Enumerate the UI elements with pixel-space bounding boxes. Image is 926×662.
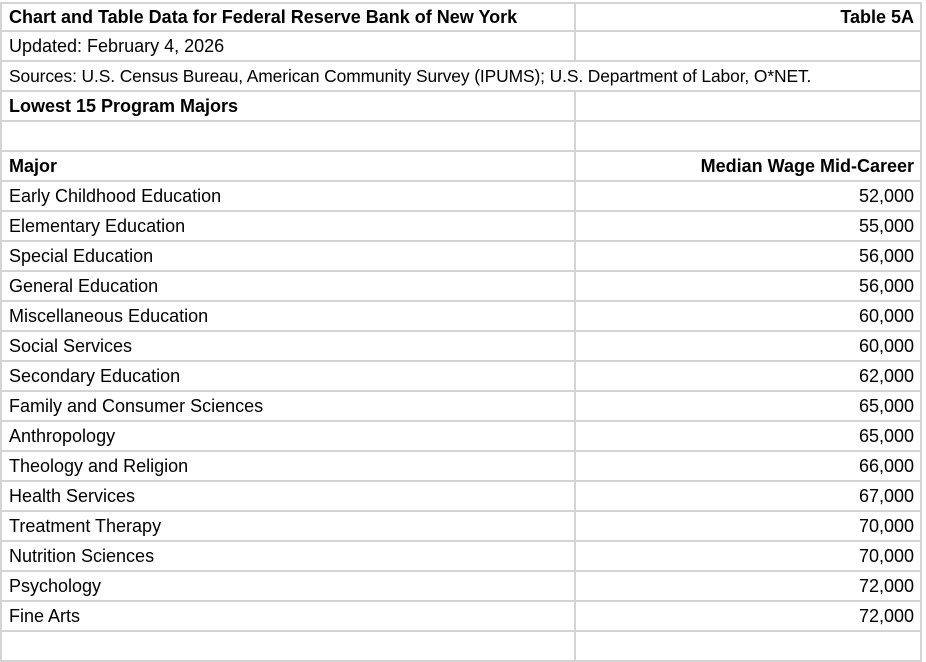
- wage-cell[interactable]: 56,000: [576, 242, 922, 270]
- wage-cell[interactable]: 65,000: [576, 392, 922, 420]
- table-row: [0, 362, 922, 392]
- updated-row: [0, 32, 922, 62]
- major-cell[interactable]: Secondary Education: [0, 362, 576, 390]
- major-cell[interactable]: Psychology: [0, 572, 576, 600]
- major-cell[interactable]: Early Childhood Education: [0, 182, 576, 210]
- wage-cell[interactable]: 67,000: [576, 482, 922, 510]
- column-header-major[interactable]: Major: [0, 152, 576, 180]
- major-cell[interactable]: Elementary Education: [0, 212, 576, 240]
- table-row: [0, 392, 922, 422]
- major-cell[interactable]: Family and Consumer Sciences: [0, 392, 576, 420]
- wage-cell[interactable]: 60,000: [576, 302, 922, 330]
- empty-cell[interactable]: [576, 122, 922, 150]
- updated-cell[interactable]: Updated: February 4, 2026: [0, 32, 576, 60]
- wage-cell[interactable]: 56,000: [576, 272, 922, 300]
- wage-cell[interactable]: 70,000: [576, 542, 922, 570]
- wage-cell[interactable]: 55,000: [576, 212, 922, 240]
- subtitle-row: [0, 92, 922, 122]
- table-row: [0, 242, 922, 272]
- table-row: [0, 452, 922, 482]
- table-row: [0, 302, 922, 332]
- table-row: [0, 212, 922, 242]
- major-cell[interactable]: Anthropology: [0, 422, 576, 450]
- title-cell[interactable]: Chart and Table Data for Federal Reserve Bank of New York: [0, 4, 576, 30]
- empty-cell[interactable]: [0, 122, 576, 150]
- major-cell[interactable]: Fine Arts: [0, 602, 576, 630]
- major-cell[interactable]: Theology and Religion: [0, 452, 576, 480]
- major-cell[interactable]: Nutrition Sciences: [0, 542, 576, 570]
- table-row: [0, 602, 922, 632]
- wage-cell[interactable]: 62,000: [576, 362, 922, 390]
- table-row: [0, 542, 922, 572]
- blank-row: [0, 122, 922, 152]
- table-row: [0, 182, 922, 212]
- wage-cell[interactable]: 52,000: [576, 182, 922, 210]
- major-cell[interactable]: Health Services: [0, 482, 576, 510]
- wage-cell[interactable]: 72,000: [576, 602, 922, 630]
- major-cell[interactable]: Treatment Therapy: [0, 512, 576, 540]
- empty-cell[interactable]: [0, 632, 576, 660]
- sources-cell[interactable]: Sources: U.S. Census Bureau, American Community Survey (IPUMS); U.S. Department of Labor, O*NET.: [0, 62, 922, 90]
- wage-cell[interactable]: 66,000: [576, 452, 922, 480]
- column-header-wage[interactable]: Median Wage Mid-Career: [576, 152, 922, 180]
- major-cell[interactable]: Miscellaneous Education: [0, 302, 576, 330]
- wage-cell[interactable]: 72,000: [576, 572, 922, 600]
- sources-row: [0, 62, 922, 92]
- empty-cell[interactable]: [576, 32, 922, 60]
- major-cell[interactable]: Special Education: [0, 242, 576, 270]
- spreadsheet-grid: [0, 2, 922, 662]
- empty-cell[interactable]: [576, 632, 922, 660]
- wage-cell[interactable]: 65,000: [576, 422, 922, 450]
- title-row: [0, 2, 922, 32]
- major-cell[interactable]: General Education: [0, 272, 576, 300]
- column-header-row: [0, 152, 922, 182]
- table-row: [0, 332, 922, 362]
- subtitle-cell[interactable]: Lowest 15 Program Majors: [0, 92, 576, 120]
- table-row: [0, 272, 922, 302]
- major-cell[interactable]: Social Services: [0, 332, 576, 360]
- table-row: [0, 572, 922, 602]
- table-row: [0, 482, 922, 512]
- empty-cell[interactable]: [576, 92, 922, 120]
- table-row: [0, 512, 922, 542]
- table-row: [0, 422, 922, 452]
- table-id-cell[interactable]: Table 5A: [576, 4, 922, 30]
- wage-cell[interactable]: 60,000: [576, 332, 922, 360]
- wage-cell[interactable]: 70,000: [576, 512, 922, 540]
- partial-row: [0, 632, 922, 662]
